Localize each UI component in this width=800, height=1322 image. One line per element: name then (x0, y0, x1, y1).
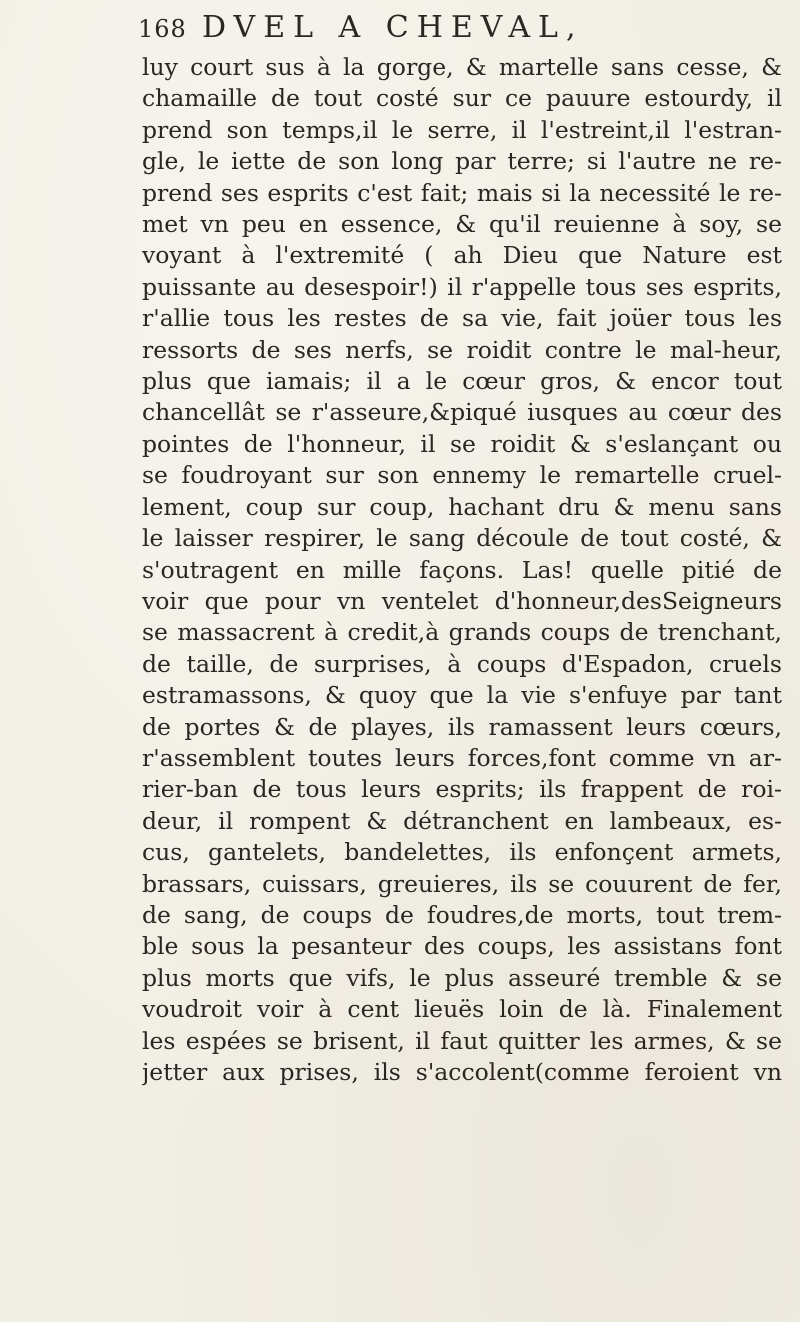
text-line: puissante au desespoir!) il r'appelle tous ses esprits, (142, 272, 782, 301)
text-line: chancellât se r'asseure,&piqué iusques au cœur des (142, 398, 782, 427)
text-line: estramassons, & quoy que la vie s'enfuye par tant (142, 681, 782, 710)
text-line: met vn peu en essence, & qu'il reuienne à soy, se (142, 210, 782, 239)
text-line: voyant à l'extremité ( ah Dieu que Nature est (142, 241, 782, 270)
text-line: ressorts de ses nerfs, se roidit contre le mal-heur, (142, 335, 782, 364)
text-line: se foudroyant sur son ennemy le remartelle cruel- (142, 461, 782, 490)
text-line: prend son temps,il le serre, il l'estreint,il l'estran- (142, 115, 782, 144)
text-line: voudroit voir à cent lieuës loin de là. Finalement (142, 995, 782, 1024)
text-line: r'assemblent toutes leurs forces,font comme vn ar- (142, 743, 782, 772)
text-line: s'outragent en mille façons. Las! quelle pitié de (142, 555, 782, 584)
text-line: prend ses esprits c'est fait; mais si la necessité le re- (142, 178, 782, 207)
text-line: luy court sus à la gorge, & martelle sans cesse, & (142, 53, 782, 81)
text-line: cus, gantelets, bandelettes, ils enfonçent armets, (142, 838, 782, 867)
page-header (138, 10, 768, 54)
text-line: de portes & de playes, ils ramassent leurs cœurs, (142, 712, 782, 741)
running-title: DVEL A CHEVAL, (202, 10, 584, 45)
text-line: les espées se brisent, il faut quitter les armes, & se (142, 1026, 782, 1055)
text-line: le laisser respirer, le sang découle de tout costé, & (142, 524, 782, 553)
text-line: jetter aux prises, ils s'accolent(comme feroient vn (142, 1058, 782, 1086)
text-line: chamaille de tout costé sur ce pauure estourdy, il (142, 84, 782, 113)
text-line: de sang, de coups de foudres,de morts, tout trem- (142, 900, 782, 929)
text-line: voir que pour vn ventelet d'honneur,desSeigneurs (142, 586, 782, 615)
text-line: rier-ban de tous leurs esprits; ils frappent de roi- (142, 775, 782, 804)
text-line: plus morts que vifs, le plus asseuré tremble & se (142, 963, 782, 992)
text-line: lement, coup sur coup, hachant dru & menu sans (142, 492, 782, 521)
text-line: pointes de l'honneur, il se roidit & s'eslançant ou (142, 429, 782, 458)
text-line: de taille, de surprises, à coups d'Espadon, cruels (142, 649, 782, 678)
page-number: 168 (138, 15, 187, 43)
text-line: ble sous la pesanteur des coups, les assistans font (142, 932, 782, 961)
body-text (142, 52, 782, 1088)
text-line: deur, il rompent & détranchent en lambeaux, es- (142, 806, 782, 835)
text-line: plus que iamais; il a le cœur gros, & encor tout (142, 367, 782, 396)
text-line: se massacrent à credit,à grands coups de trenchant, (142, 618, 782, 647)
text-line: brassars, cuissars, greuieres, ils se couurent de fer, (142, 869, 782, 898)
text-line: gle, le iette de son long par terre; si l'autre ne re- (142, 147, 782, 176)
text-line: r'allie tous les restes de sa vie, fait joüer tous les (142, 304, 782, 333)
